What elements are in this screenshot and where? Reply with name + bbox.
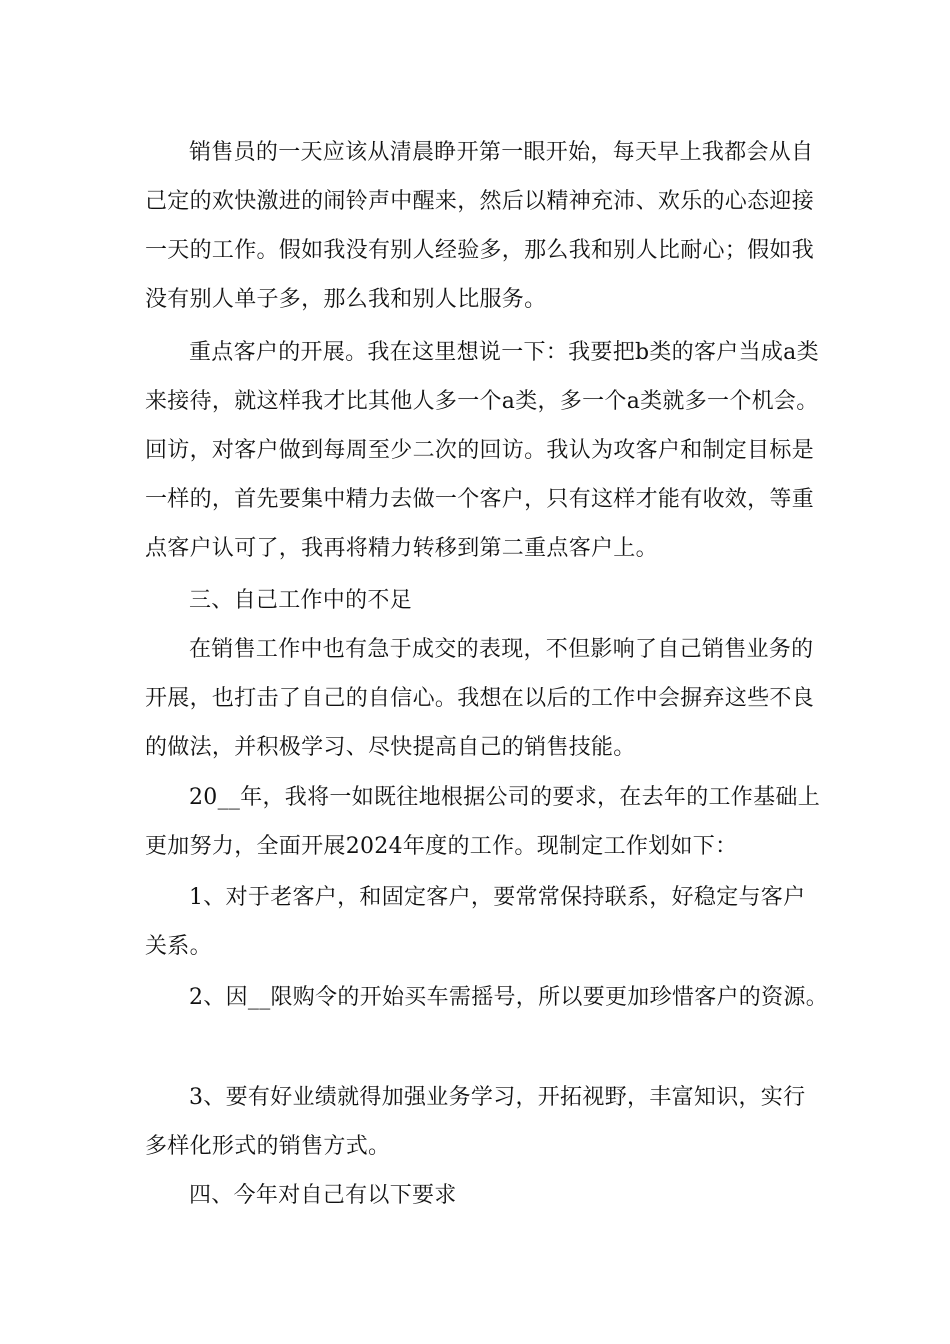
section-heading-requirements: 四、今年对自己有以下要求 bbox=[189, 1183, 457, 1208]
paragraph-plan-intro: 20__年，我将一如既往地根据公司的要求，在去年的工作基础上更加努力，全面开展2024年度的工作。现制定工作划如下： bbox=[145, 785, 820, 859]
paragraph-key-customers: 重点客户的开展。我在这里想说一下：我要把b类的客户当成a类来接待，就这样我才比其他人多一个a类，多一个a类就多一个机会。回访，对客户做到每周至少二次的回访。我认为攻客户和制定目标是一样的，首先要集中精力去做一个客户，只有这样才能有收效，等重点客户认可了，我再将精力转移到第二重点客户上。 bbox=[145, 340, 819, 561]
list-item-1: 1、对于老客户，和固定客户，要常常保持联系，好稳定与客户关系。 bbox=[145, 885, 806, 959]
list-item-2: 2、因__限购令的开始买车需摇号，所以要更加珍惜客户的资源。 bbox=[189, 985, 828, 1010]
section-heading-shortcomings: 三、自己工作中的不足 bbox=[189, 588, 413, 613]
list-item-3: 3、要有好业绩就得加强业务学习，开拓视野，丰富知识，实行多样化形式的销售方式。 bbox=[145, 1085, 806, 1159]
paragraph-daily-routine: 销售员的一天应该从清晨睁开第一眼开始，每天早上我都会从自己定的欢快激进的闹铃声中醒来，然后以精神充沛、欢乐的心态迎接一天的工作。假如我没有别人经验多，那么我和别人比耐心；假如我没有别人单子多，那么我和别人比服务。 bbox=[145, 140, 815, 312]
paragraph-shortcomings: 在销售工作中也有急于成交的表现，不但影响了自己销售业务的开展，也打击了自己的自信心。我想在以后的工作中会摒弃这些不良的做法，并积极学习、尽快提高自己的销售技能。 bbox=[145, 637, 815, 760]
